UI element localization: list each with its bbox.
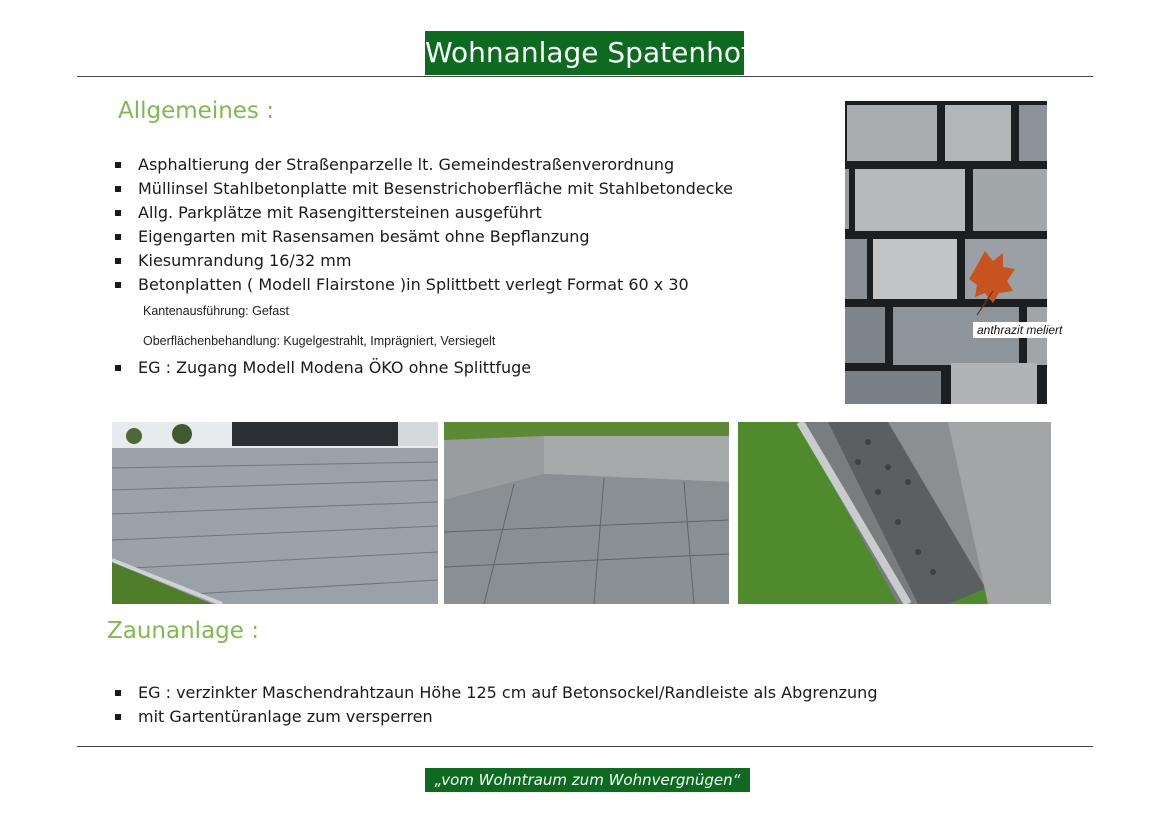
- list-item: EG : Zugang Modell Modena ÖKO ohne Splittfuge: [113, 356, 531, 380]
- gravel-border-photo: [738, 422, 1051, 604]
- general-extra-list: [113, 356, 531, 380]
- list-item: EG : verzinkter Maschendrahtzaun Höhe 125 cm auf Betonsockel/Randleiste als Abgrenzung: [113, 681, 877, 705]
- footer-slogan: „vom Wohntraum zum Wohnvergnügen“: [425, 768, 750, 792]
- list-item: Kiesumrandung 16/32 mm: [113, 249, 733, 273]
- fence-heading: Zaunanlage :: [107, 618, 259, 644]
- list-item: mit Gartentüranlage zum versperren: [113, 705, 877, 729]
- list-item: Eigengarten mit Rasensamen besämt ohne Bepflanzung: [113, 225, 733, 249]
- list-item: Allg. Parkplätze mit Rasengittersteinen ausgeführt: [113, 201, 733, 225]
- list-item: Müllinsel Stahlbetonplatte mit Besenstrichoberfläche mit Stahlbetondecke: [113, 177, 733, 201]
- general-list: [113, 153, 733, 297]
- driveway-photo: [112, 422, 438, 604]
- list-item: Asphaltierung der Straßenparzelle lt. Gemeindestraßenverordnung: [113, 153, 733, 177]
- list-item: Betonplatten ( Modell Flairstone )in Splittbett verlegt Format 60 x 30: [113, 273, 733, 297]
- color-caption: anthrazit meliert: [973, 322, 1066, 338]
- paving-sample-photo: [845, 101, 1047, 404]
- footer-divider: [77, 746, 1093, 747]
- terrace-photo: [444, 422, 729, 604]
- page-title: Wohnanlage Spatenhof: [425, 31, 744, 75]
- header-divider: [77, 76, 1093, 77]
- surface-treatment-note: Oberflächenbehandlung: Kugelgestrahlt, Imprägniert, Versiegelt: [143, 334, 496, 348]
- fence-list: [113, 681, 877, 729]
- edge-finish-note: Kantenausführung: Gefast: [143, 304, 289, 318]
- general-heading: Allgemeines :: [118, 98, 274, 124]
